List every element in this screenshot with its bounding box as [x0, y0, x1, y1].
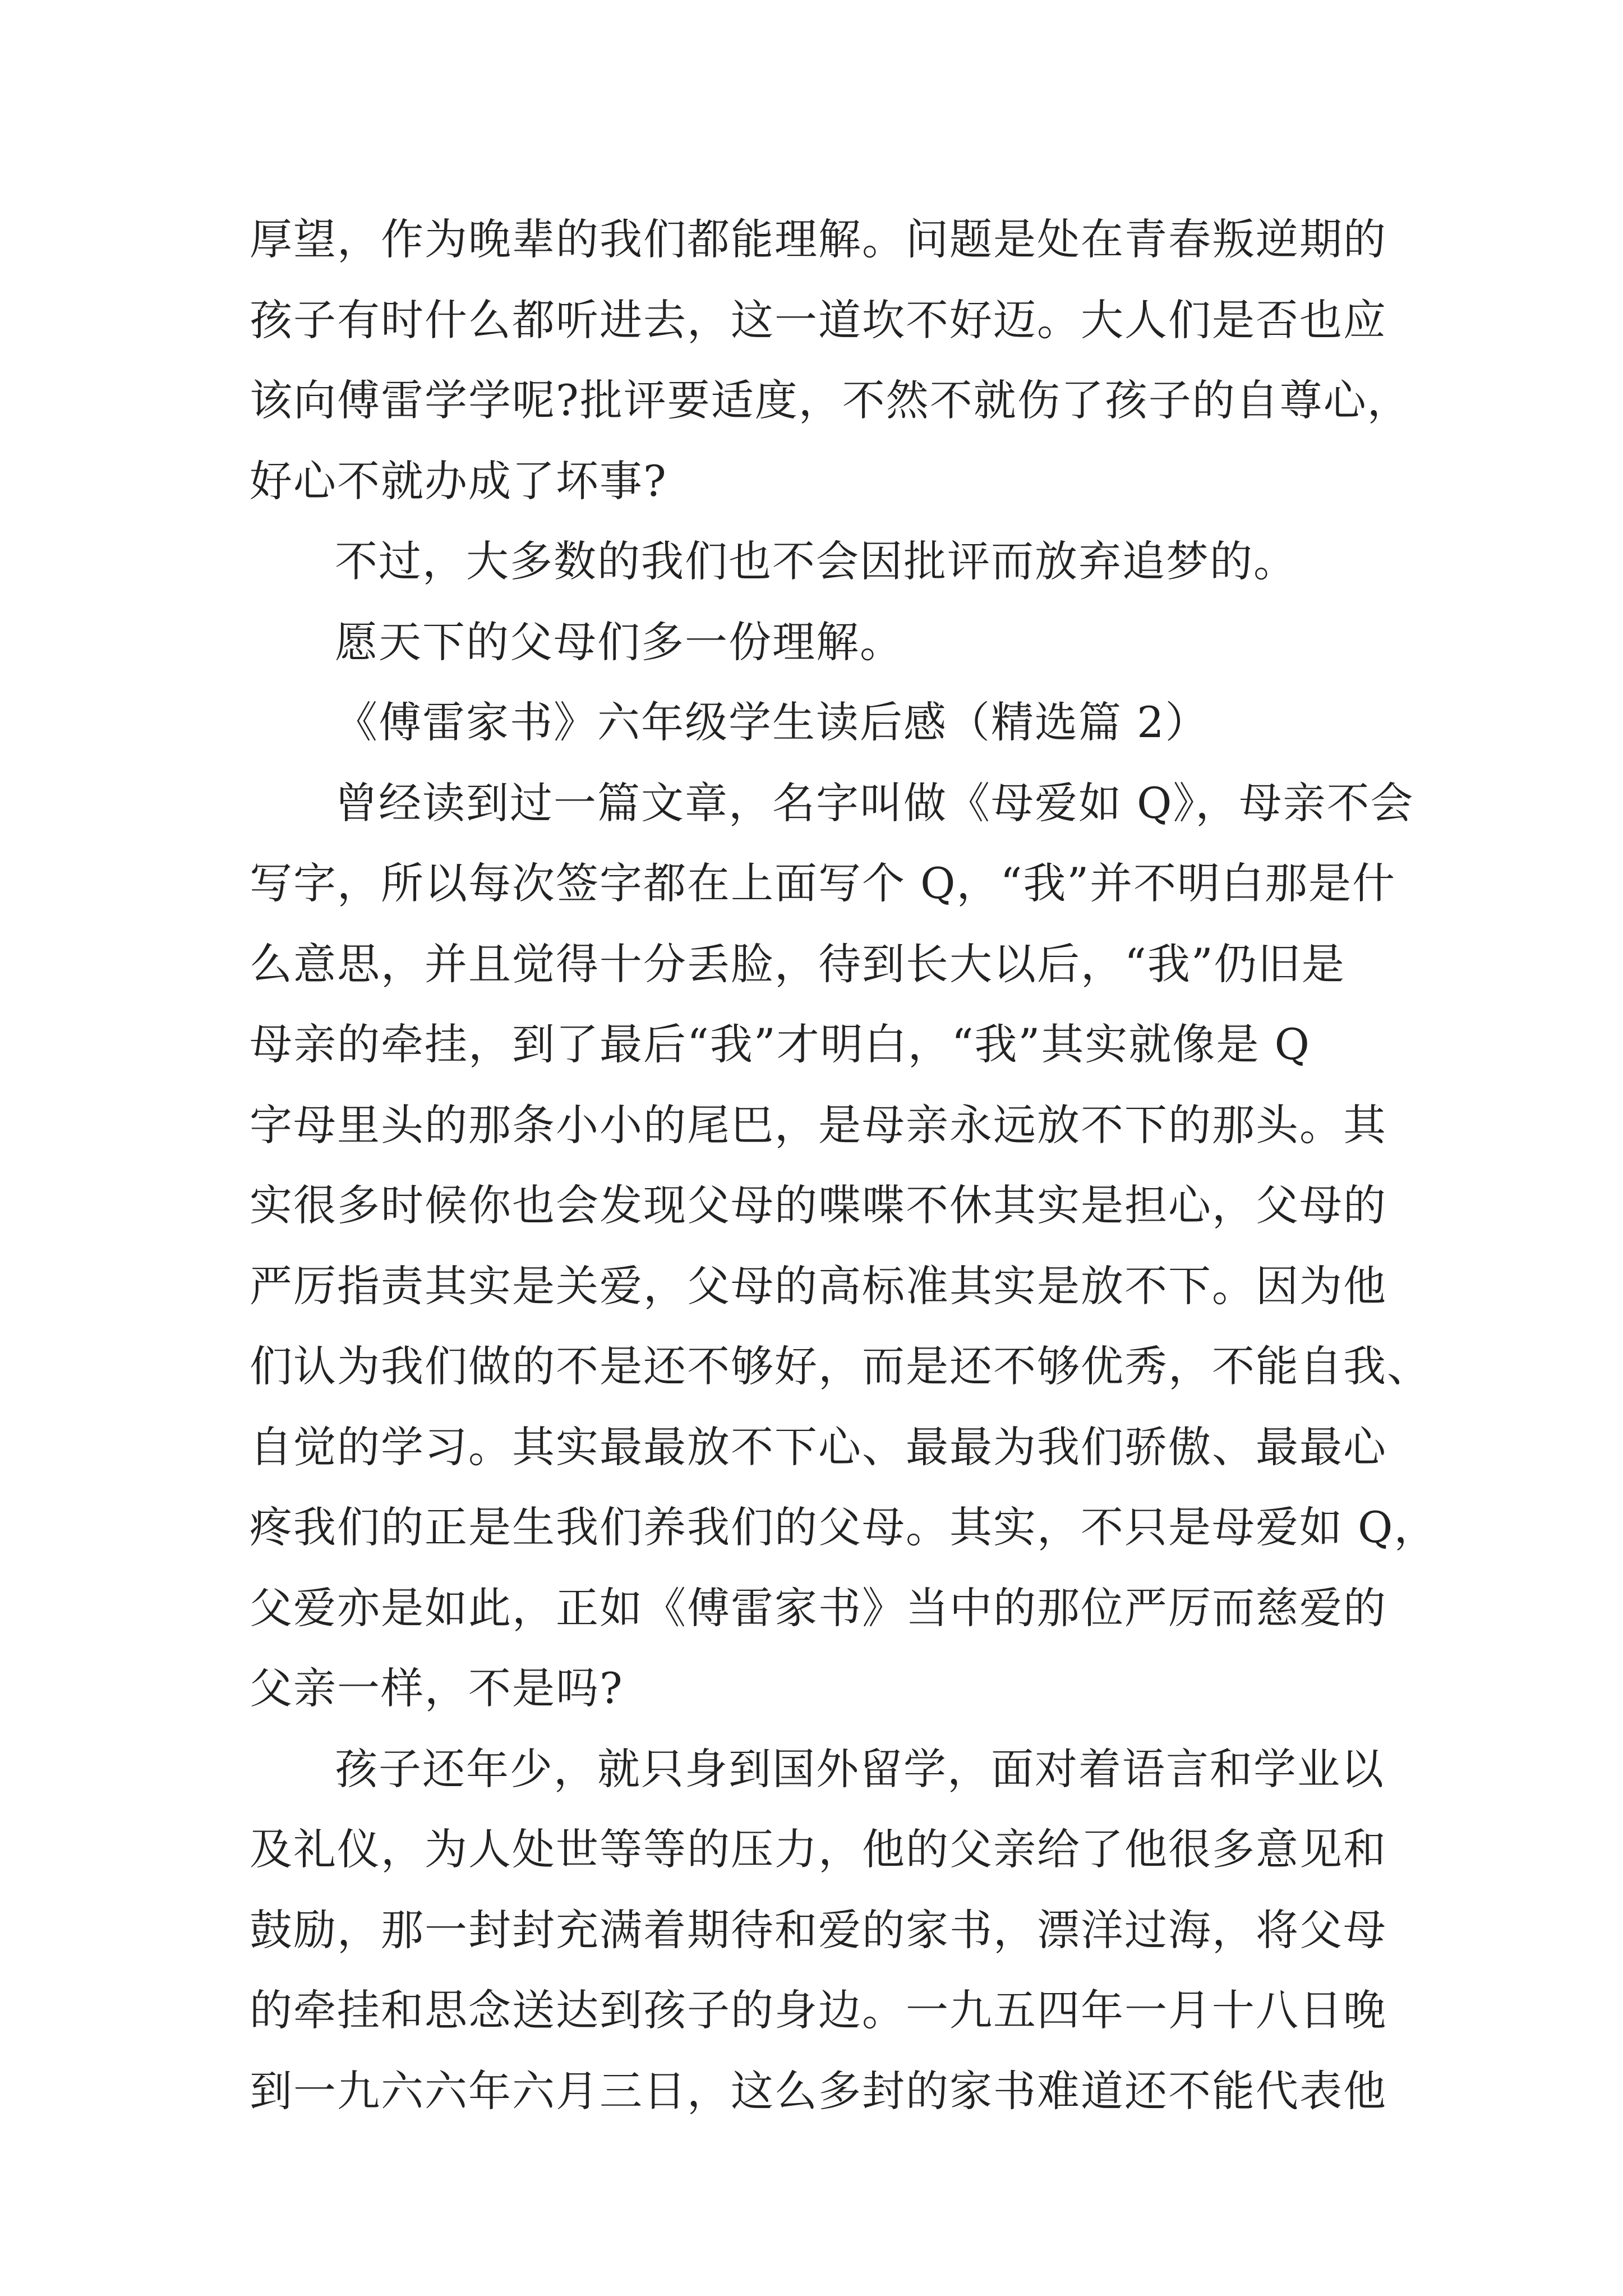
text-line: 严厉指责其实是关爱，父母的高标准其实是放不下。因为他: [250, 1260, 1387, 1311]
text-line: 自觉的学习。其实最最放不下心、最最为我们骄傲、最最心: [250, 1421, 1387, 1472]
text-line: 字母里头的那条小小的尾巴，是母亲永远放不下的那头。其: [250, 1099, 1387, 1150]
text-line: 及礼仪，为人处世等等的压力，他的父亲给了他很多意见和: [250, 1824, 1387, 1874]
text-line: 愿天下的父母们多一份理解。: [335, 616, 903, 667]
text-line: 实很多时候你也会发现父母的喋喋不休其实是担心，父母的: [250, 1180, 1387, 1230]
text-line: 该向傅雷学学呢?批评要适度，不然不就伤了孩子的自尊心，: [250, 375, 1411, 425]
text-line: 鼓励，那一封封充满着期待和爱的家书，漂洋过海，将父母: [250, 1904, 1387, 1955]
text-line: 父爱亦是如此，正如《傅雷家书》当中的那位严厉而慈爱的: [250, 1582, 1387, 1633]
text-line: 不过，大多数的我们也不会因批评而放弃追梦的。: [335, 536, 1297, 586]
text-line: 写字，所以每次签字都在上面写个 Q，“我”并不明白那是什: [250, 858, 1396, 908]
section-heading: 《傅雷家书》六年级学生读后感（精选篇 2）: [335, 697, 1209, 747]
text-line: 疼我们的正是生我们养我们的父母。其实，不只是母爱如 Q，: [250, 1502, 1438, 1552]
text-line: 们认为我们做的不是还不够好，而是还不够优秀，不能自我、: [250, 1341, 1431, 1391]
document-page: [250, 199, 1438, 2131]
text-line: 曾经读到过一篇文章，名字叫做《母爱如 Q》，母亲不会: [335, 777, 1414, 828]
text-line: 到一九六六年六月三日，这么多封的家书难道还不能代表他: [250, 2065, 1387, 2116]
text-line: 的牵挂和思念送达到孩子的身边。一九五四年一月十八日晚: [250, 1985, 1387, 2035]
text-line: 孩子有时什么都听进去，这一道坎不好迈。大人们是否也应: [250, 295, 1387, 345]
text-line: 厚望，作为晚辈的我们都能理解。问题是处在青春叛逆期的: [250, 214, 1387, 264]
text-line: 孩子还年少，就只身到国外留学，面对着语言和学业以: [335, 1743, 1385, 1794]
text-line: 母亲的牵挂，到了最后“我”才明白，“我”其实就像是 Q: [250, 1019, 1311, 1069]
text-line: 好心不就办成了坏事?: [250, 455, 667, 506]
text-line: 么意思，并且觉得十分丢脸，待到长大以后，“我”仍旧是: [250, 938, 1345, 989]
text-line: 父亲一样，不是吗?: [250, 1663, 624, 1713]
